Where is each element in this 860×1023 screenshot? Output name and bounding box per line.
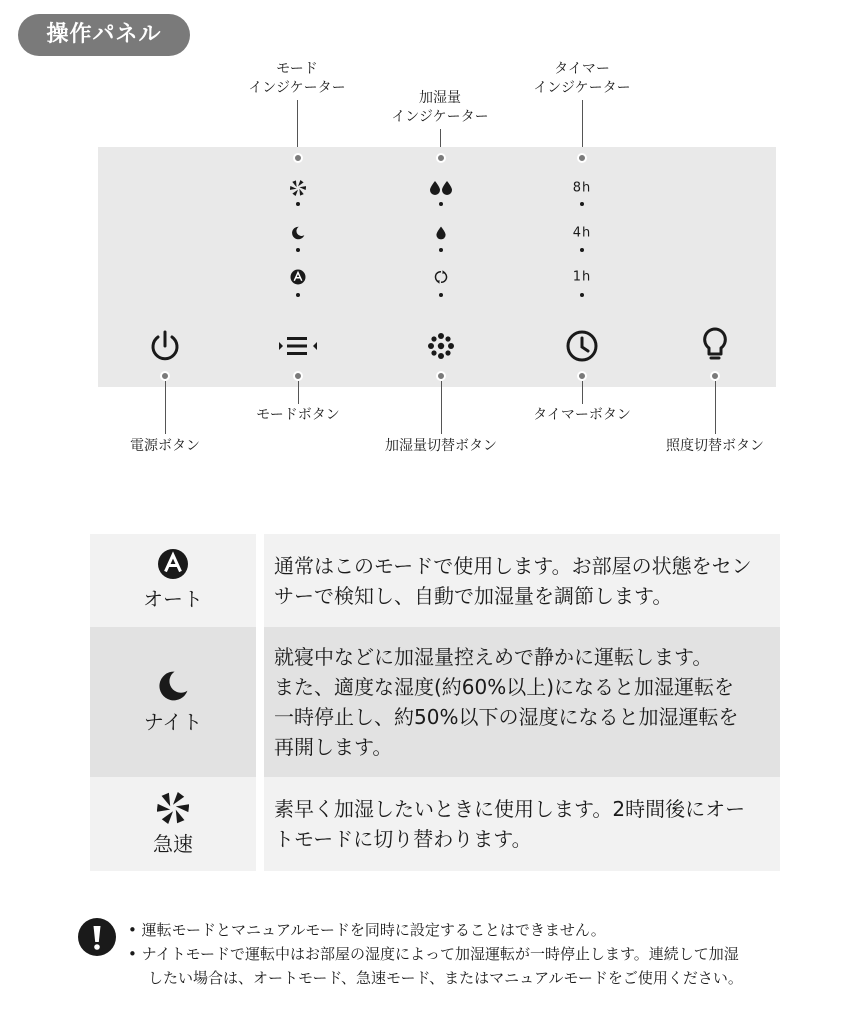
indicator-led — [580, 248, 584, 252]
bulb-icon[interactable] — [702, 327, 728, 363]
fan-icon — [157, 792, 189, 824]
timer-4h: 4h — [572, 225, 592, 241]
timer-button-marker — [577, 371, 587, 381]
moon-icon — [157, 670, 189, 702]
humid-indicator-marker — [436, 153, 446, 163]
humidity-switch-icon[interactable] — [425, 330, 457, 362]
mode-description: 素早く加湿したいときに使用します。2時間後にオー トモードに切り替わります。 — [274, 797, 746, 851]
timer-8h: 8h — [572, 180, 592, 196]
power-button-label: 電源ボタン — [130, 438, 200, 454]
clock-icon[interactable] — [565, 329, 599, 363]
note-item: • ナイトモードで運転中はお部屋の湿度によって加湿運転が一時停止します。連続して加湿 — [128, 945, 739, 963]
fan-icon — [290, 180, 306, 196]
leader-line — [715, 381, 716, 434]
humid-button-label: 加湿量切替ボタン — [385, 438, 497, 454]
leader-line — [582, 381, 583, 404]
power-icon[interactable] — [148, 329, 182, 363]
mode-row-night — [90, 627, 780, 777]
mode-indicator-marker — [293, 153, 303, 163]
section-title: 操作パネル — [18, 14, 190, 56]
indicator-led — [296, 293, 300, 297]
divider — [256, 627, 264, 777]
mode-button-marker — [293, 371, 303, 381]
auto-icon — [158, 549, 188, 579]
indicator-led — [439, 202, 443, 206]
indicator-led — [296, 248, 300, 252]
divider — [256, 777, 264, 871]
indicator-led — [439, 293, 443, 297]
cycle-icon — [434, 270, 449, 285]
mode-description: 通常はこのモードで使用します。お部屋の状態をセン サーで検知し、自動で加湿量を調節します。 — [274, 553, 752, 608]
light-button-label: 照度切替ボタン — [666, 438, 764, 454]
auto-icon — [291, 270, 306, 285]
indicator-led — [580, 202, 584, 206]
mode-icon[interactable] — [278, 334, 318, 358]
leader-line — [298, 381, 299, 404]
humid-indicator-label: 加湿量 インジケーター — [391, 90, 489, 125]
moon-icon — [291, 226, 305, 240]
mode-name: オート — [143, 587, 203, 611]
timer-1h: 1h — [572, 269, 592, 285]
double-drop-icon — [429, 181, 453, 195]
mode-indicator-label: モード インジケーター — [248, 61, 346, 96]
drop-icon — [436, 226, 447, 240]
note-item: • 運転モードとマニュアルモードを同時に設定することはできません。 — [128, 921, 606, 939]
indicator-led — [296, 202, 300, 206]
mode-name: 急速 — [153, 831, 193, 856]
indicator-led — [439, 248, 443, 252]
timer-indicator-marker — [577, 153, 587, 163]
mode-name: ナイト — [143, 709, 203, 734]
timer-button-label: タイマーボタン — [533, 407, 631, 423]
timer-indicator-label: タイマー インジケーター — [533, 61, 631, 96]
power-button-marker — [160, 371, 170, 381]
mode-row-quick — [90, 777, 780, 871]
divider — [256, 534, 264, 627]
mode-description: 就寝中などに加湿量控えめで静かに運転します。 また、適度な湿度(約60%以上)になると加湿運転を 一時停止し、約50%以下の湿度になると加湿運転を 再開します。 — [274, 645, 739, 759]
indicator-led — [580, 293, 584, 297]
mode-button-label: モードボタン — [256, 407, 340, 423]
humid-button-marker — [436, 371, 446, 381]
leader-line — [165, 381, 166, 434]
note-item-continuation: したい場合は、オートモード、急速モード、またはマニュアルモードをご使用ください。 — [148, 969, 743, 987]
warning-icon — [78, 918, 116, 956]
light-button-marker — [710, 371, 720, 381]
leader-line — [441, 381, 442, 434]
mode-row-auto — [90, 534, 780, 627]
